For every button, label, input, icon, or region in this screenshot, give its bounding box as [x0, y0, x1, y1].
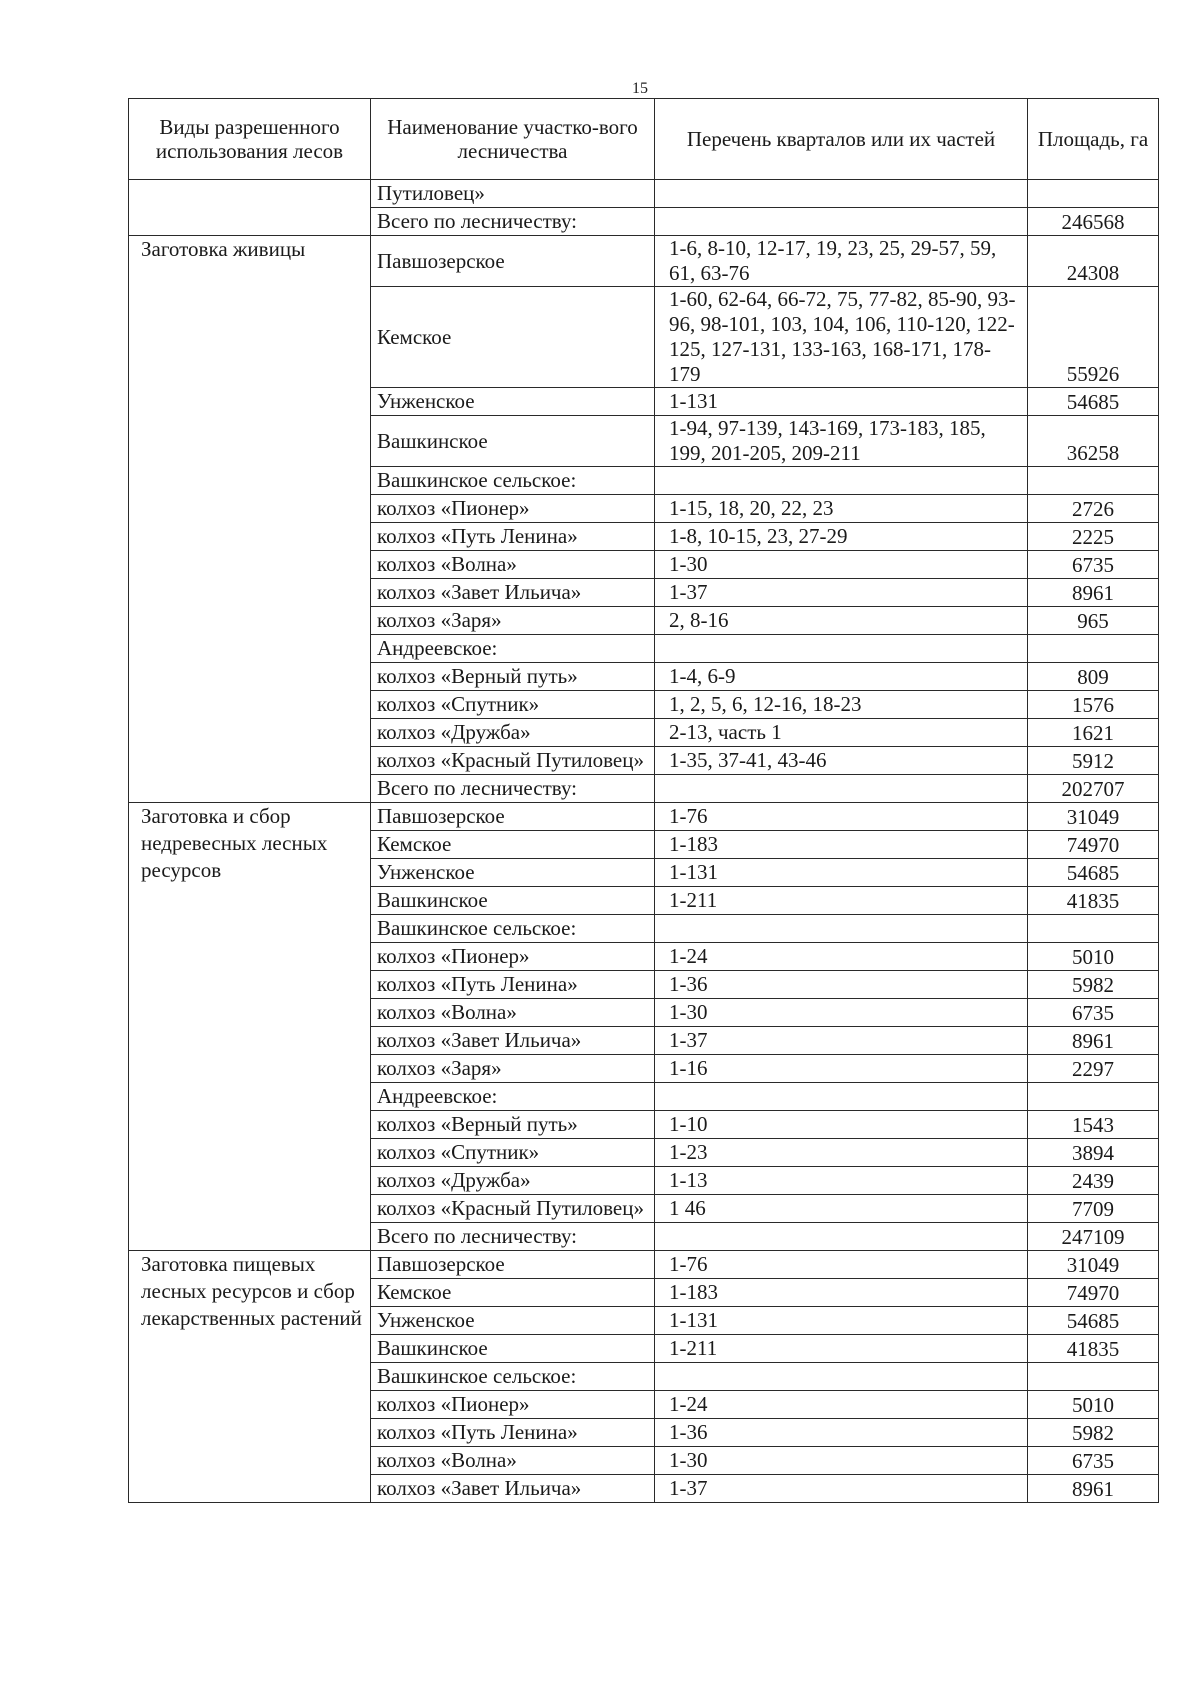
area-cell: 2439 [1028, 1167, 1159, 1195]
area-cell [1028, 1363, 1159, 1391]
quarters-cell: 1-8, 10-15, 23, 27-29 [655, 523, 1028, 551]
area-cell: 2726 [1028, 495, 1159, 523]
quarters-cell: 1-6, 8-10, 12-17, 19, 23, 25, 29-57, 59, 61, 63-76 [655, 236, 1028, 287]
quarters-cell: 1-4, 6-9 [655, 663, 1028, 691]
forestry-name-cell: Унженское [371, 1307, 655, 1335]
area-cell: 5912 [1028, 747, 1159, 775]
quarters-cell: 1-36 [655, 1419, 1028, 1447]
quarters-cell: 1-37 [655, 1475, 1028, 1503]
area-cell: 24308 [1028, 236, 1159, 287]
quarters-cell: 1-37 [655, 1027, 1028, 1055]
forestry-name-cell: Унженское [371, 859, 655, 887]
area-cell: 41835 [1028, 1335, 1159, 1363]
use-type-cell [129, 180, 371, 236]
forestry-name-cell: колхоз «Завет Ильича» [371, 1475, 655, 1503]
area-cell: 1543 [1028, 1111, 1159, 1139]
forestry-name-cell: Путиловец» [371, 180, 655, 208]
forestry-name-cell: Павшозерское [371, 803, 655, 831]
header-quarters: Перечень кварталов или их частей [655, 99, 1028, 180]
header-forestry-name: Наименование участко-вого лесничества [371, 99, 655, 180]
header-area: Площадь, га [1028, 99, 1159, 180]
quarters-cell: 1-131 [655, 1307, 1028, 1335]
area-cell: 1576 [1028, 691, 1159, 719]
forestry-name-cell: колхоз «Волна» [371, 1447, 655, 1475]
forestry-name-cell: Кемское [371, 1279, 655, 1307]
area-cell [1028, 467, 1159, 495]
quarters-cell: 1-183 [655, 1279, 1028, 1307]
area-cell: 31049 [1028, 803, 1159, 831]
quarters-cell [655, 1363, 1028, 1391]
area-cell: 202707 [1028, 775, 1159, 803]
use-type-cell: Заготовка живицы [129, 236, 371, 803]
forestry-name-cell: колхоз «Заря» [371, 607, 655, 635]
use-type-cell: Заготовка пищевых лесных ресурсов и сбор лекарственных растений [129, 1251, 371, 1503]
header-use-type: Виды разрешенного использования лесов [129, 99, 371, 180]
forestry-name-cell: Вашкинское сельское: [371, 915, 655, 943]
forestry-name-cell: колхоз «Волна» [371, 999, 655, 1027]
area-cell: 54685 [1028, 859, 1159, 887]
quarters-cell: 1-13 [655, 1167, 1028, 1195]
quarters-cell: 2-13, часть 1 [655, 719, 1028, 747]
quarters-cell: 1-30 [655, 551, 1028, 579]
quarters-cell [655, 1083, 1028, 1111]
quarters-cell: 1-35, 37-41, 43-46 [655, 747, 1028, 775]
area-cell: 5010 [1028, 943, 1159, 971]
quarters-cell: 1-131 [655, 388, 1028, 416]
area-cell [1028, 915, 1159, 943]
area-cell [1028, 180, 1159, 208]
forestry-name-cell: Вашкинское сельское: [371, 467, 655, 495]
forestry-name-cell: Андреевское: [371, 635, 655, 663]
quarters-cell: 1-211 [655, 1335, 1028, 1363]
forestry-name-cell: Всего по лесничеству: [371, 208, 655, 236]
forestry-name-cell: колхоз «Путь Ленина» [371, 523, 655, 551]
area-cell: 8961 [1028, 1027, 1159, 1055]
quarters-cell [655, 635, 1028, 663]
forestry-name-cell: Всего по лесничеству: [371, 1223, 655, 1251]
area-cell: 2297 [1028, 1055, 1159, 1083]
quarters-cell: 1-24 [655, 943, 1028, 971]
area-cell: 247109 [1028, 1223, 1159, 1251]
quarters-cell: 1-37 [655, 579, 1028, 607]
forestry-name-cell: колхоз «Путь Ленина» [371, 971, 655, 999]
quarters-cell: 1-16 [655, 1055, 1028, 1083]
forestry-name-cell: колхоз «Верный путь» [371, 663, 655, 691]
forestry-name-cell: колхоз «Заря» [371, 1055, 655, 1083]
area-cell: 8961 [1028, 579, 1159, 607]
forestry-name-cell: колхоз «Спутник» [371, 1139, 655, 1167]
quarters-cell: 2, 8-16 [655, 607, 1028, 635]
forestry-name-cell: колхоз «Путь Ленина» [371, 1419, 655, 1447]
area-cell: 6735 [1028, 1447, 1159, 1475]
forestry-name-cell: колхоз «Пионер» [371, 1391, 655, 1419]
forestry-name-cell: Унженское [371, 388, 655, 416]
use-type-cell: Заготовка и сбор недревесных лесных ресурсов [129, 803, 371, 1251]
area-cell: 965 [1028, 607, 1159, 635]
forestry-name-cell: колхоз «Дружба» [371, 1167, 655, 1195]
forestry-name-cell: колхоз «Пионер» [371, 495, 655, 523]
quarters-cell [655, 208, 1028, 236]
forestry-name-cell: колхоз «Завет Ильича» [371, 579, 655, 607]
forestry-name-cell: колхоз «Спутник» [371, 691, 655, 719]
forestry-name-cell: колхоз «Дружба» [371, 719, 655, 747]
forestry-name-cell: Вашкинское сельское: [371, 1363, 655, 1391]
area-cell: 41835 [1028, 887, 1159, 915]
quarters-cell: 1-183 [655, 831, 1028, 859]
table-row [129, 180, 1159, 208]
quarters-cell: 1, 2, 5, 6, 12-16, 18-23 [655, 691, 1028, 719]
page-number: 15 [632, 80, 648, 97]
forest-use-table [128, 98, 1159, 1503]
forestry-name-cell: колхоз «Завет Ильича» [371, 1027, 655, 1055]
forestry-name-cell: колхоз «Красный Путиловец» [371, 1195, 655, 1223]
area-cell: 36258 [1028, 416, 1159, 467]
forestry-name-cell: колхоз «Волна» [371, 551, 655, 579]
quarters-cell: 1-10 [655, 1111, 1028, 1139]
quarters-cell: 1-94, 97-139, 143-169, 173-183, 185, 199, 201-205, 209-211 [655, 416, 1028, 467]
forestry-name-cell: Вашкинское [371, 887, 655, 915]
area-cell: 54685 [1028, 388, 1159, 416]
table-row [129, 803, 1159, 831]
quarters-cell: 1-23 [655, 1139, 1028, 1167]
area-cell: 5010 [1028, 1391, 1159, 1419]
forestry-name-cell: колхоз «Красный Путиловец» [371, 747, 655, 775]
forestry-name-cell: Павшозерское [371, 236, 655, 287]
forestry-name-cell: колхоз «Пионер» [371, 943, 655, 971]
area-cell: 5982 [1028, 971, 1159, 999]
quarters-cell: 1-76 [655, 803, 1028, 831]
quarters-cell [655, 180, 1028, 208]
table-row [129, 1251, 1159, 1279]
table-body [129, 180, 1159, 1503]
quarters-cell [655, 1223, 1028, 1251]
area-cell: 31049 [1028, 1251, 1159, 1279]
quarters-cell [655, 915, 1028, 943]
area-cell [1028, 635, 1159, 663]
quarters-cell: 1-30 [655, 1447, 1028, 1475]
quarters-cell: 1 46 [655, 1195, 1028, 1223]
forestry-name-cell: Кемское [371, 287, 655, 388]
quarters-cell: 1-15, 18, 20, 22, 23 [655, 495, 1028, 523]
area-cell: 3894 [1028, 1139, 1159, 1167]
forestry-name-cell: Павшозерское [371, 1251, 655, 1279]
area-cell: 74970 [1028, 1279, 1159, 1307]
forestry-name-cell: Кемское [371, 831, 655, 859]
area-cell: 5982 [1028, 1419, 1159, 1447]
quarters-cell [655, 775, 1028, 803]
area-cell: 1621 [1028, 719, 1159, 747]
quarters-cell: 1-76 [655, 1251, 1028, 1279]
forestry-name-cell: Вашкинское [371, 1335, 655, 1363]
area-cell: 54685 [1028, 1307, 1159, 1335]
quarters-cell: 1-60, 62-64, 66-72, 75, 77-82, 85-90, 93-96, 98-101, 103, 104, 106, 110-120, 122-125, 127-131, 133-163, 168-171, 178-179 [655, 287, 1028, 388]
area-cell: 246568 [1028, 208, 1159, 236]
forestry-name-cell: Вашкинское [371, 416, 655, 467]
forestry-name-cell: Всего по лесничеству: [371, 775, 655, 803]
forestry-name-cell: колхоз «Верный путь» [371, 1111, 655, 1139]
quarters-cell: 1-211 [655, 887, 1028, 915]
quarters-cell: 1-24 [655, 1391, 1028, 1419]
area-cell: 809 [1028, 663, 1159, 691]
quarters-cell [655, 467, 1028, 495]
area-cell [1028, 1083, 1159, 1111]
area-cell: 74970 [1028, 831, 1159, 859]
forestry-name-cell: Андреевское: [371, 1083, 655, 1111]
area-cell: 55926 [1028, 287, 1159, 388]
quarters-cell: 1-131 [655, 859, 1028, 887]
area-cell: 8961 [1028, 1475, 1159, 1503]
area-cell: 6735 [1028, 551, 1159, 579]
quarters-cell: 1-30 [655, 999, 1028, 1027]
table-row [129, 236, 1159, 287]
area-cell: 2225 [1028, 523, 1159, 551]
forest-use-table-wrapper [128, 98, 1158, 1503]
table-header-row [129, 99, 1159, 180]
area-cell: 6735 [1028, 999, 1159, 1027]
quarters-cell: 1-36 [655, 971, 1028, 999]
area-cell: 7709 [1028, 1195, 1159, 1223]
